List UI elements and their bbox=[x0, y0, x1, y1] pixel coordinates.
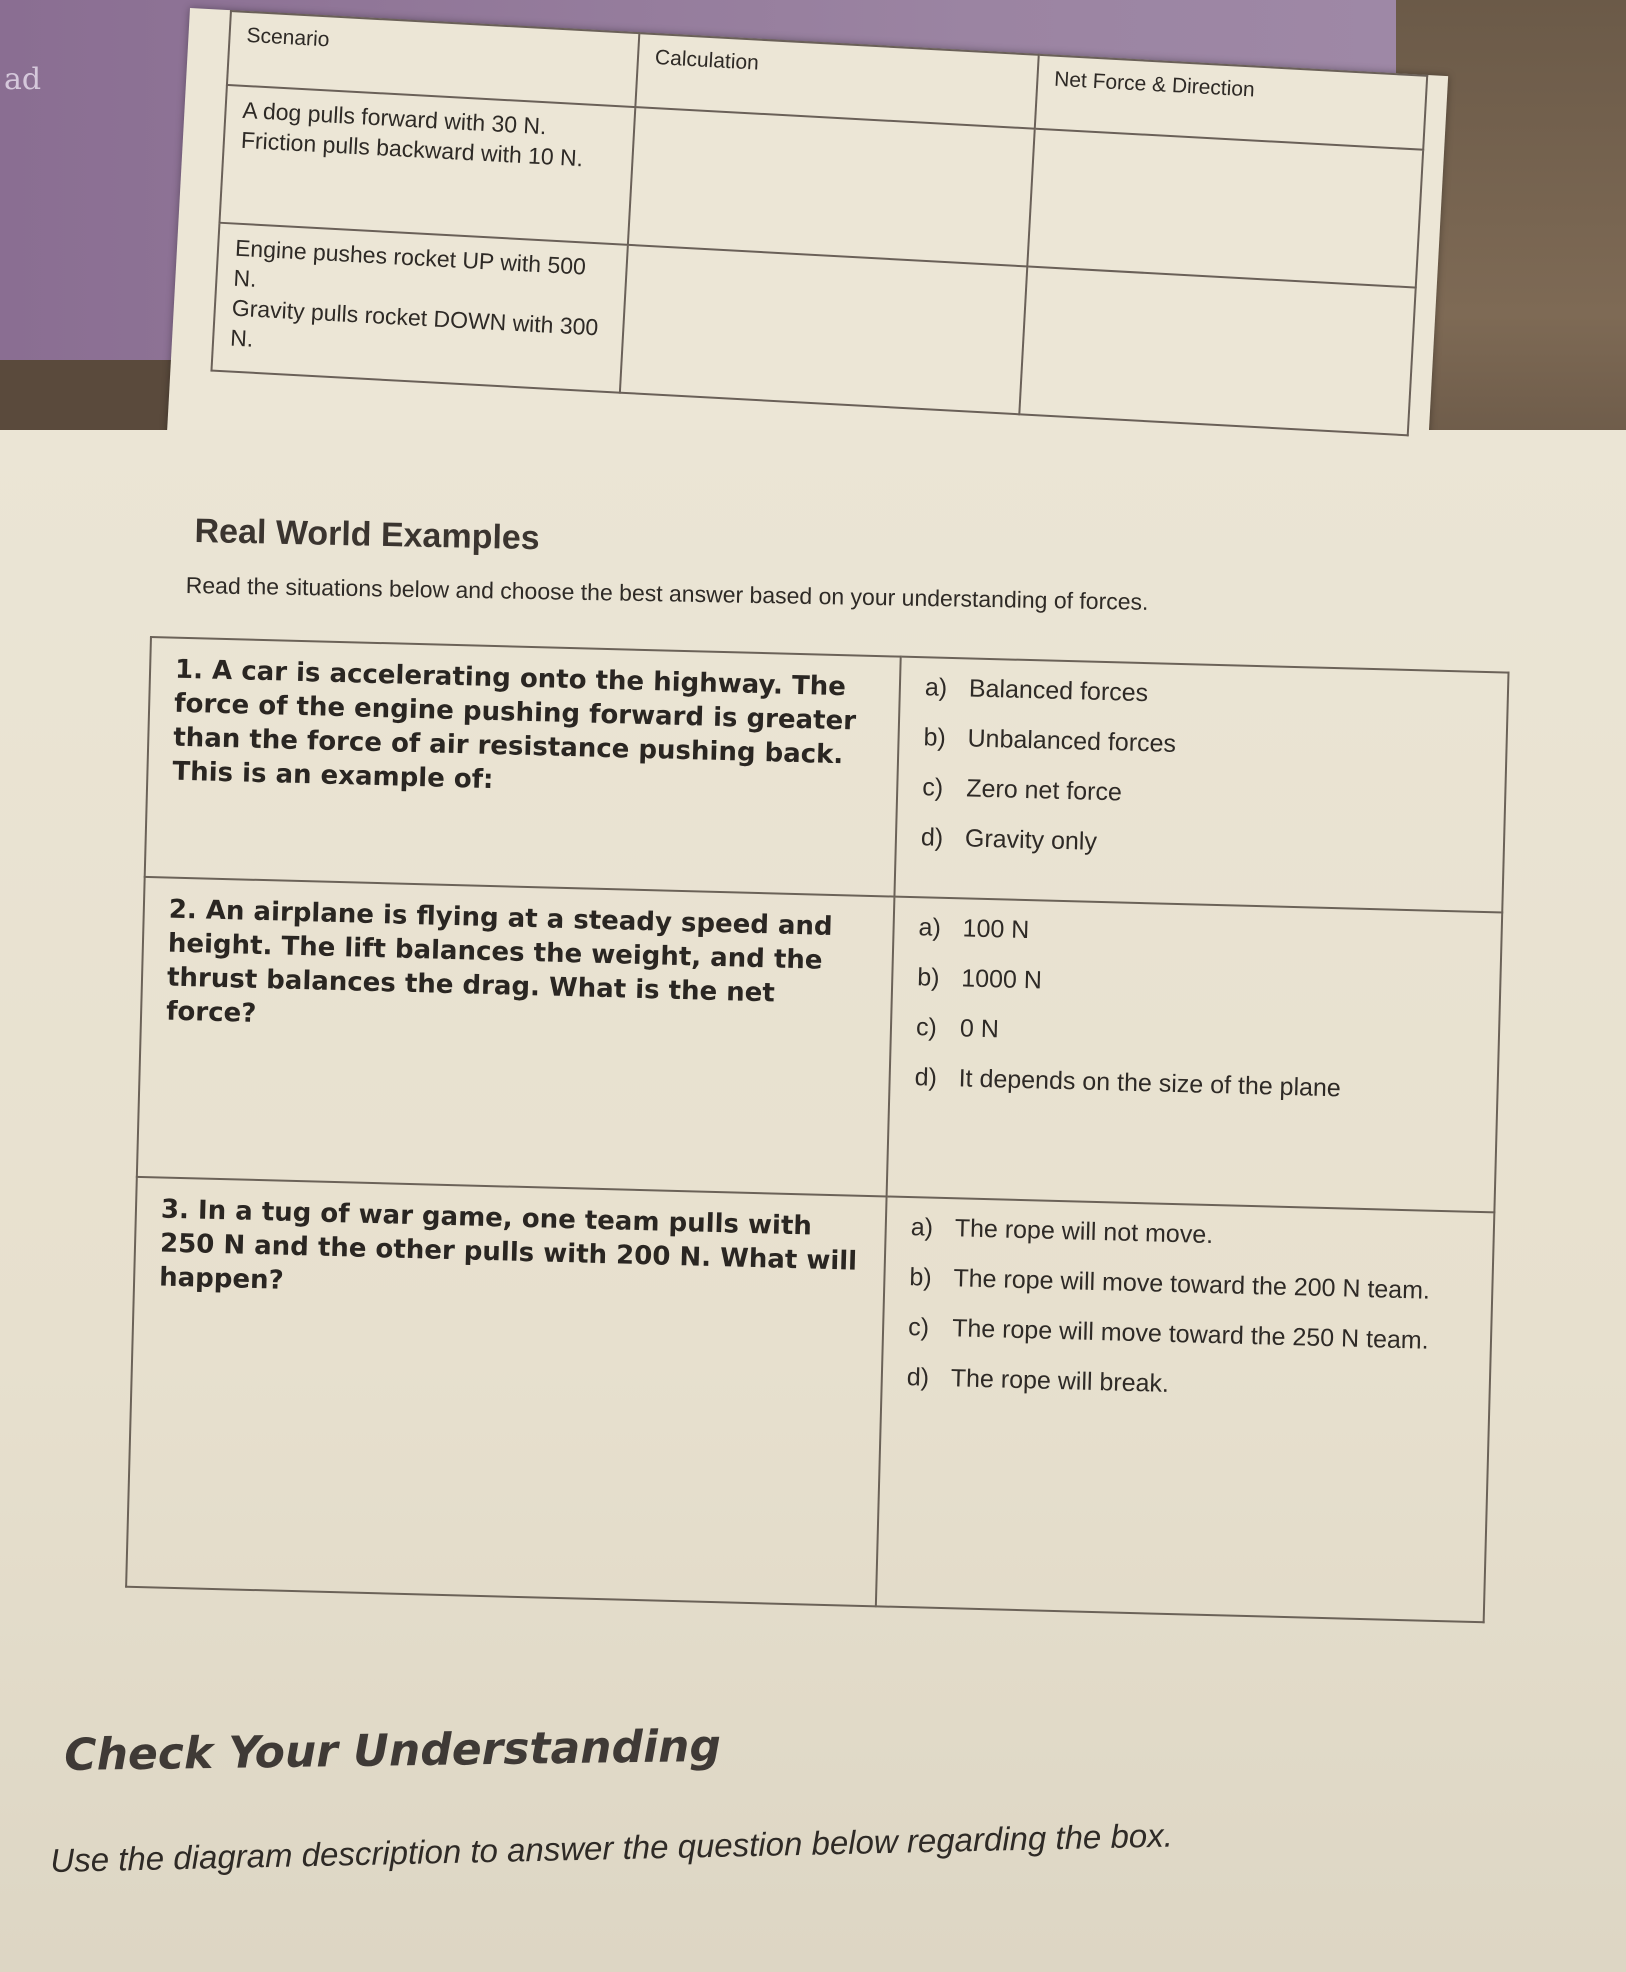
forces-table bbox=[210, 10, 1428, 436]
answer-option[interactable] bbox=[917, 962, 1476, 1007]
header-scenario: Scenario bbox=[227, 11, 639, 107]
option-letter: a) bbox=[910, 1213, 934, 1242]
option-text: Unbalanced forces bbox=[967, 724, 1177, 758]
header-net-force: Net Force & Direction bbox=[1035, 55, 1428, 150]
option-letter: c) bbox=[921, 773, 944, 802]
real-world-instructions: Read the situations below and choose the best answer based on your understanding of forces. bbox=[185, 572, 1149, 615]
option-text: The rope will move toward the 200 N team. bbox=[953, 1264, 1431, 1305]
answer-option[interactable] bbox=[923, 722, 1482, 767]
corner-text: ad bbox=[4, 62, 42, 97]
question-text: 3. In a tug of war game, one team pulls with 250 N and the other pulls with 200 N. What will happen? bbox=[126, 1177, 886, 1606]
answer-options bbox=[876, 1196, 1495, 1622]
calculation-cell[interactable] bbox=[628, 107, 1035, 266]
question-row bbox=[145, 637, 1509, 912]
option-letter: b) bbox=[909, 1263, 933, 1292]
question-text: 1. A car is accelerating onto the highway. The force of the engine pushing forward is greater than the force of air resistance pushing back. This is an example of: bbox=[145, 637, 901, 897]
option-text: 0 N bbox=[959, 1014, 1000, 1044]
answer-option[interactable] bbox=[918, 912, 1477, 957]
option-letter: d) bbox=[906, 1363, 930, 1392]
option-text: Gravity only bbox=[964, 824, 1098, 856]
question-row bbox=[126, 1177, 1494, 1622]
header-calculation: Calculation bbox=[635, 33, 1038, 129]
check-understanding-title: Check Your Understanding bbox=[64, 1720, 722, 1781]
option-letter: a) bbox=[924, 673, 948, 702]
question-row bbox=[137, 877, 1502, 1212]
option-letter: d) bbox=[920, 823, 944, 852]
option-text: The rope will break. bbox=[950, 1364, 1170, 1398]
scenario-line: A dog pulls forward with 30 N. bbox=[241, 96, 548, 140]
answer-option[interactable] bbox=[922, 772, 1481, 817]
answer-option[interactable] bbox=[910, 1212, 1469, 1257]
answer-option[interactable] bbox=[914, 1062, 1473, 1107]
answer-option[interactable] bbox=[906, 1362, 1465, 1407]
option-text: It depends on the size of the plane bbox=[958, 1064, 1342, 1103]
answer-options bbox=[894, 657, 1508, 913]
option-letter: c) bbox=[907, 1313, 930, 1342]
option-text: 1000 N bbox=[960, 964, 1043, 995]
scenario-cell bbox=[219, 85, 635, 245]
answer-option[interactable] bbox=[909, 1262, 1468, 1307]
scenario-line: Gravity pulls rocket DOWN with 300 N. bbox=[229, 294, 599, 352]
answer-option[interactable] bbox=[925, 672, 1484, 717]
question-text: 2. An airplane is flying at a steady speed and height. The lift balances the weight, and the thrust balances the drag. What is the net force? bbox=[137, 877, 895, 1197]
net-force-cell[interactable] bbox=[1019, 266, 1416, 435]
scenario-line: Engine pushes rocket UP with 500 N. bbox=[232, 234, 587, 292]
option-text: Balanced forces bbox=[968, 674, 1149, 708]
net-force-cell[interactable] bbox=[1027, 129, 1423, 288]
option-text: The rope will not move. bbox=[954, 1214, 1214, 1250]
real-world-title: Real World Examples bbox=[194, 512, 541, 558]
check-understanding-description: Use the diagram description to answer the question below regarding the box. bbox=[50, 1816, 1174, 1879]
option-letter: a) bbox=[918, 913, 942, 942]
calculation-cell[interactable] bbox=[620, 245, 1027, 414]
real-world-table bbox=[125, 636, 1509, 1623]
answer-option[interactable] bbox=[916, 1012, 1475, 1057]
answer-options bbox=[887, 897, 1503, 1213]
option-letter: b) bbox=[916, 963, 940, 992]
answer-option[interactable] bbox=[921, 822, 1480, 867]
scenario-line: Friction pulls backward with 10 N. bbox=[240, 126, 584, 172]
option-text: 100 N bbox=[962, 914, 1030, 945]
option-letter: b) bbox=[923, 723, 947, 752]
option-letter: c) bbox=[915, 1013, 938, 1042]
option-text: The rope will move toward the 250 N team. bbox=[951, 1314, 1429, 1355]
answer-option[interactable] bbox=[908, 1312, 1467, 1357]
scenario-cell bbox=[211, 223, 627, 393]
option-letter: d) bbox=[914, 1063, 938, 1092]
option-text: Zero net force bbox=[965, 774, 1123, 807]
